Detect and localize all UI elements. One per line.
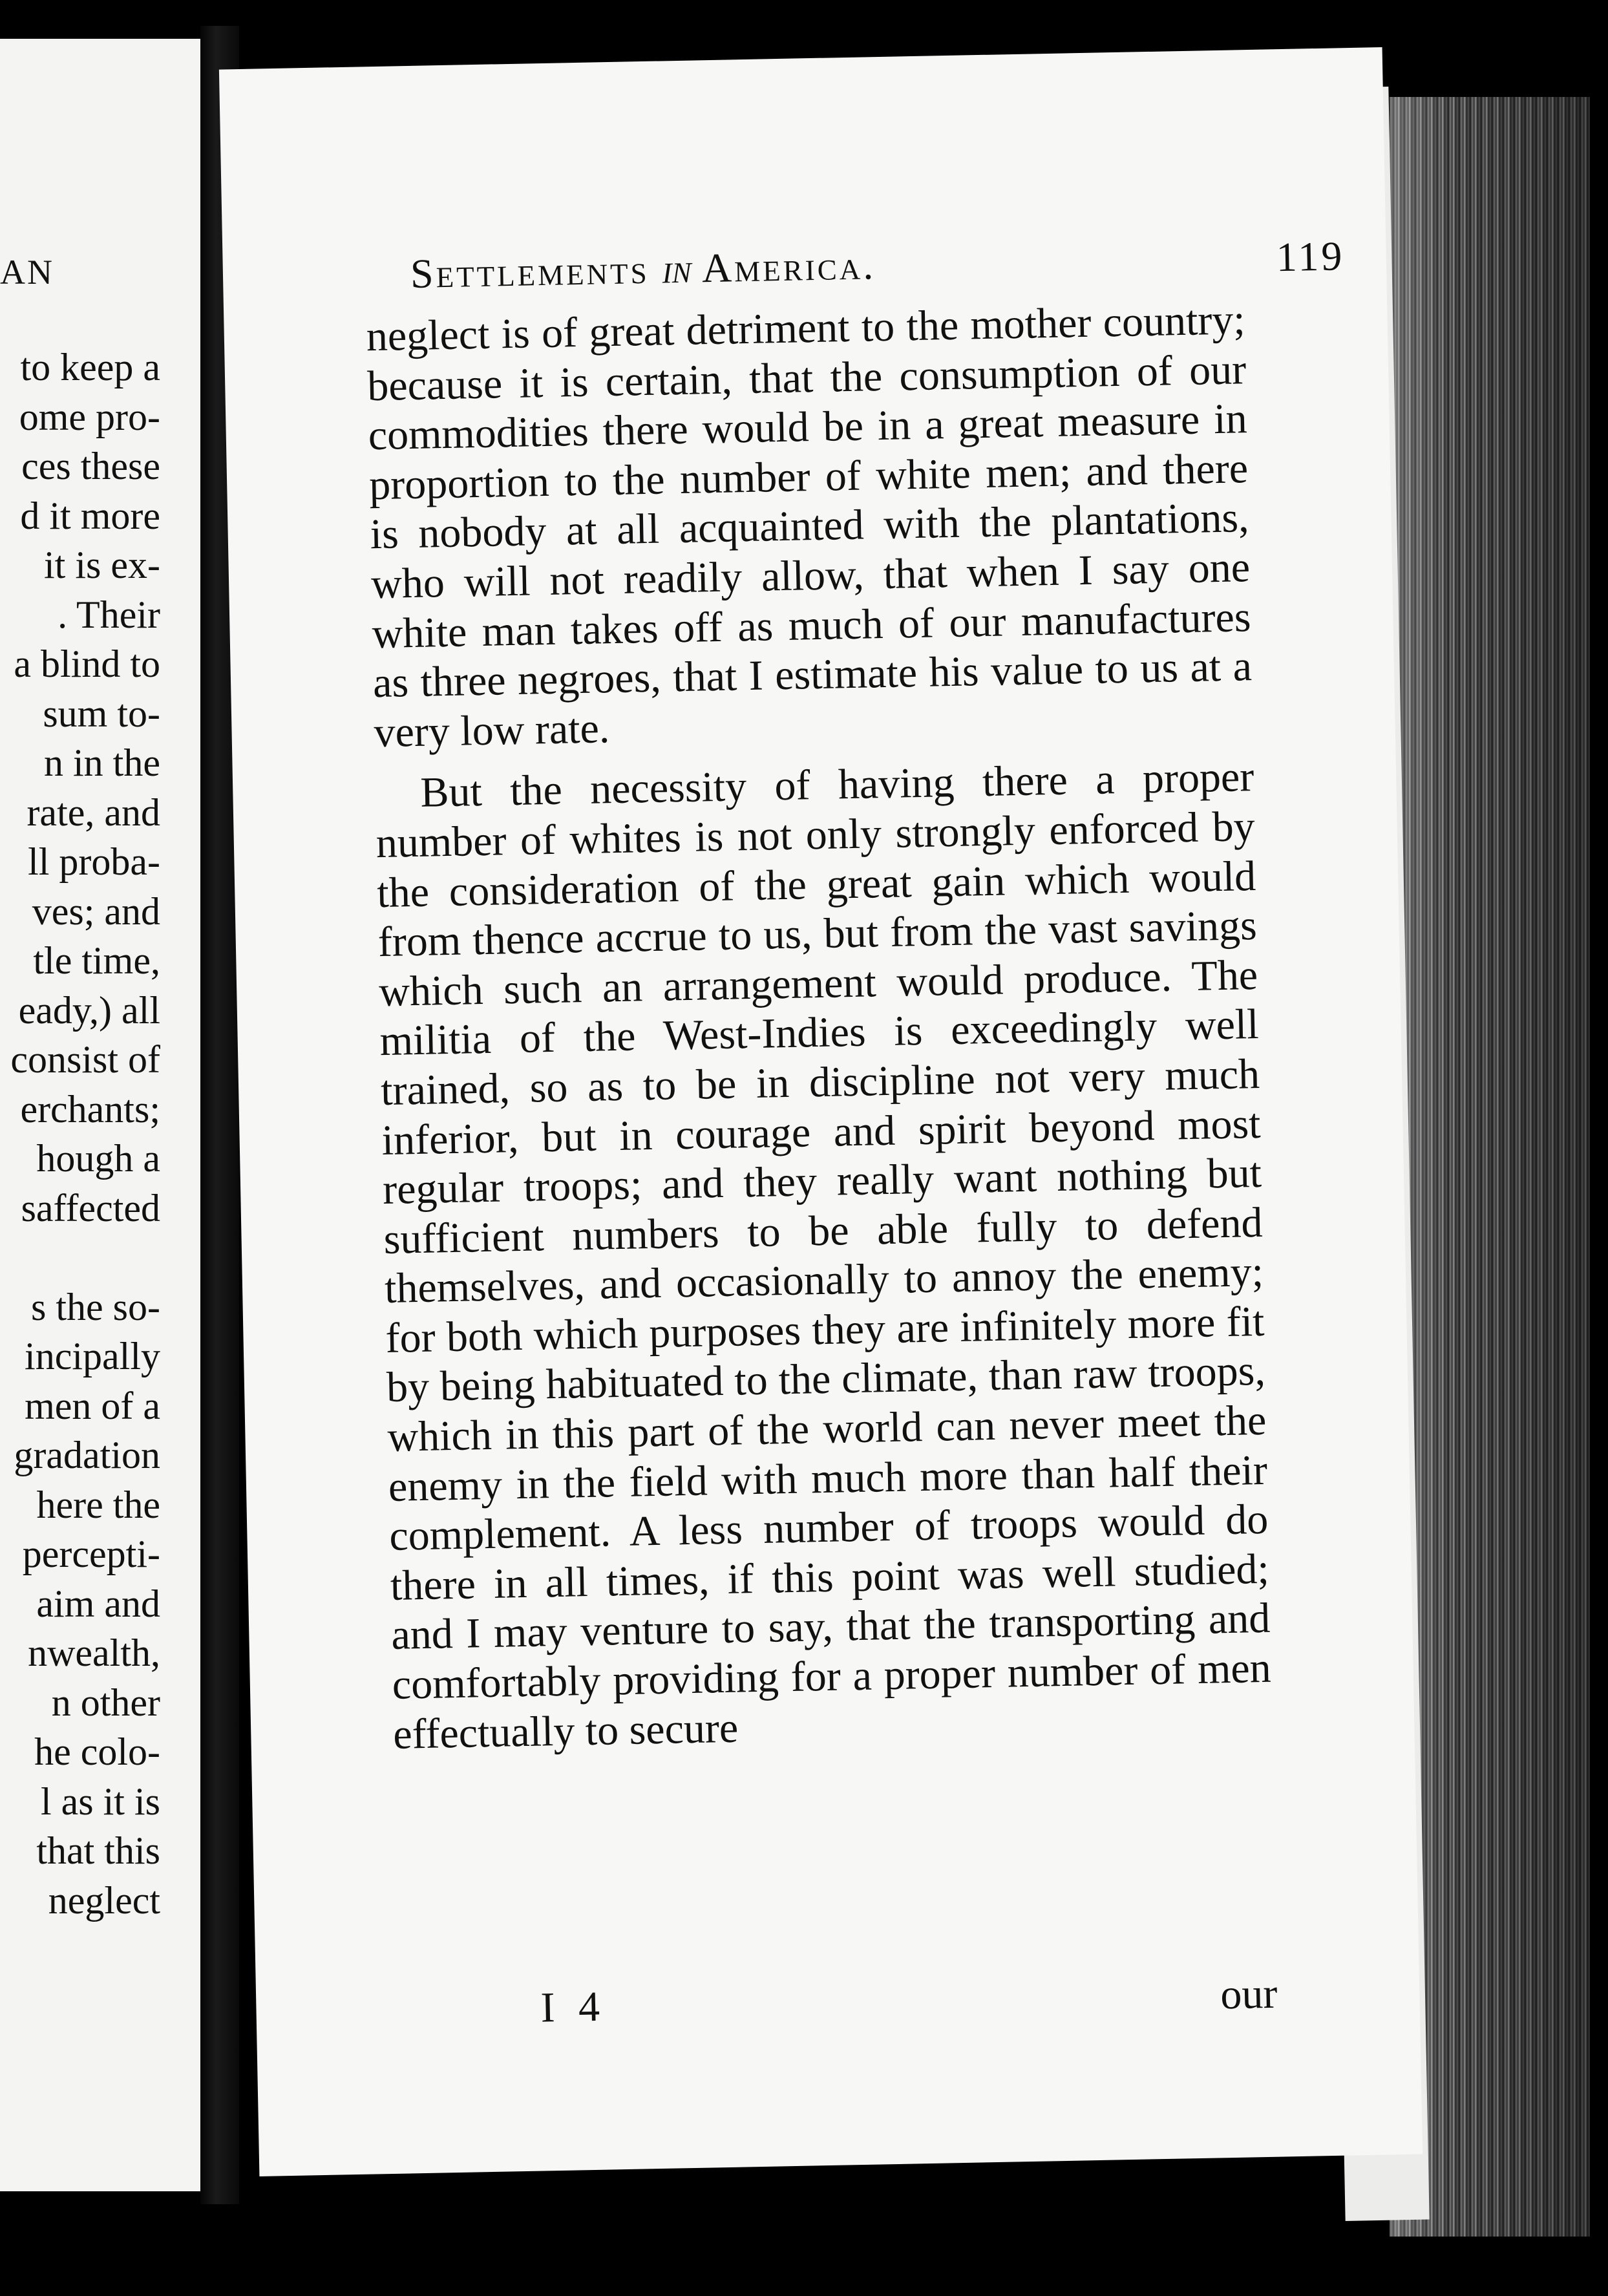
previous-page-line: hough a (36, 1137, 160, 1180)
previous-page-line: erchants; (20, 1087, 160, 1131)
previous-page-text (0, 343, 160, 1925)
previous-page-line: ves; and (32, 889, 160, 933)
previous-page-line: sum to- (43, 692, 160, 735)
page-body (366, 295, 1273, 1759)
previous-page-line: aim and (36, 1582, 160, 1625)
previous-page-line: that this (36, 1829, 160, 1872)
catchword: our (1220, 1970, 1278, 2019)
previous-page-line: . Their (58, 593, 160, 636)
previous-page-line: d it more (20, 494, 160, 537)
previous-page-line: eady,) all (18, 988, 160, 1032)
previous-page-fragment (0, 39, 200, 2191)
page-119 (219, 47, 1423, 2176)
previous-page-line: nwealth, (28, 1632, 160, 1674)
running-head-title: Settlements in America. (410, 242, 876, 297)
previous-page-running-head: AN (0, 253, 54, 292)
paragraph: neglect is of great detriment to the mother country; because it is certain, that the consumption of our commodities there would be in a great measure in proportion to the number of white men; and there is nobody at all acquainted with the plantations, who will not readily allow, that when I say one white man takes off as much of our manufactures as three negroes, that I estimate his value to us at a very low rate. (366, 296, 1253, 756)
previous-page-line: a blind to (14, 643, 160, 685)
previous-page-line: l as it is (40, 1780, 160, 1823)
previous-page-line: it is ex- (44, 544, 160, 586)
paragraph: But the necessity of having there a proper number of whites is not only strongly enforced by the consideration of the great gain which would from thence accrue to us, but from the vast savings which such an arrangement would produce. The militia of the West-Indies is exceedingly well trained, so as to be in discipline not very much inferior, but in courage and spirit beyond most regular troops; and they really want nothing but sufficient numbers to be able fully to defend themselves, and occasionally to annoy the enemy; for both which purposes they are infinitely more fit by being habituated to the climate, than raw troops, which in this part of the world can never meet the enemy in the field with much more than half their complement. A less number of troops would do there in all times, if this point was well studied; and I may venture to say, that the transporting and comfortably providing for a proper number of men effectually to secure (376, 753, 1272, 1758)
previous-page-line: consist of (10, 1038, 160, 1081)
previous-page-line: rate, and (26, 791, 160, 834)
previous-page-line: s the so- (31, 1285, 160, 1328)
previous-page-line: neglect (48, 1878, 160, 1922)
previous-page-line: saffected (21, 1186, 160, 1229)
page-footer (398, 1970, 1278, 2032)
previous-page-line: to keep a (20, 346, 160, 388)
previous-page-line: he colo- (34, 1730, 160, 1773)
previous-page-line: ll proba- (28, 840, 160, 883)
previous-page-line: n in the (44, 741, 160, 784)
previous-page-line: n other (51, 1681, 160, 1724)
previous-page-line: ome pro- (19, 395, 160, 438)
page-number: 119 (1276, 233, 1346, 281)
previous-page-line: gradation (14, 1434, 160, 1476)
running-head (410, 231, 1380, 298)
previous-page-line: ces these (21, 445, 160, 487)
signature-mark: I 4 (540, 1982, 607, 2032)
previous-page-line (0, 1233, 160, 1282)
previous-page-line: here the (36, 1483, 160, 1526)
previous-page-line: men of a (25, 1384, 160, 1427)
previous-page-line: incipally (25, 1335, 160, 1377)
previous-page-line: percepti- (22, 1533, 160, 1575)
previous-page-line: tle time, (33, 939, 160, 982)
